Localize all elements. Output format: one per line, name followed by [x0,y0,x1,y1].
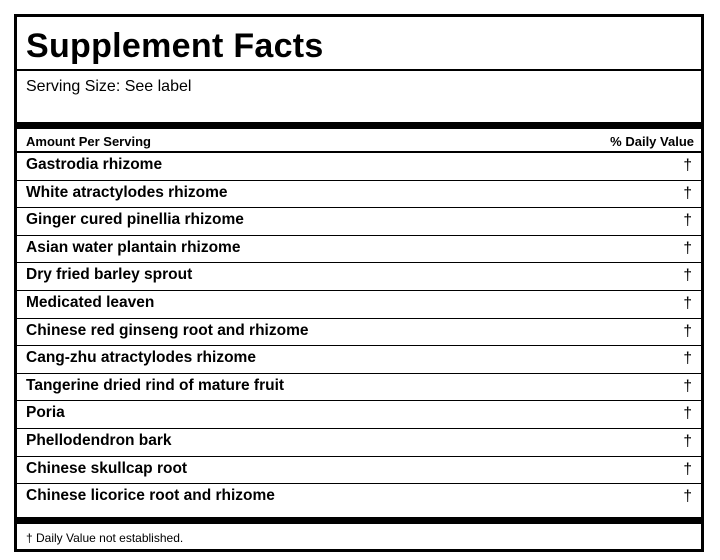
daily-value-header: % Daily Value [610,134,694,149]
supplement-facts-panel [14,14,704,552]
ingredient-list [17,153,701,512]
ingredient-daily-value: † [683,488,692,506]
ingredient-row [17,181,701,209]
ingredient-name: Ginger cured pinellia rhizome [26,211,244,229]
ingredient-name: Asian water plantain rhizome [26,238,241,256]
ingredient-row [17,346,701,374]
ingredient-daily-value: † [683,212,692,230]
ingredient-name: Dry fried barley sprout [26,266,193,284]
ingredient-row [17,401,701,429]
ingredient-name: Phellodendron bark [26,431,172,449]
ingredient-daily-value: † [683,157,692,174]
serving-size: Serving Size: See label [26,78,192,95]
ingredient-name: Chinese licorice root and rhizome [26,487,275,505]
footnote: † Daily Value not established. [26,531,184,545]
ingredient-daily-value: † [683,184,692,202]
ingredient-daily-value: † [683,432,692,450]
ingredient-name: Poria [26,404,65,422]
ingredient-daily-value: † [683,350,692,368]
ingredient-name: Chinese red ginseng root and rhizome [26,321,309,339]
ingredient-name: Cang-zhu atractylodes rhizome [26,349,256,367]
amount-per-serving-header: Amount Per Serving [26,134,151,149]
label-title: Supplement Facts [26,27,324,65]
ingredient-row [17,236,701,264]
ingredient-row [17,263,701,291]
ingredient-row [17,457,701,485]
ingredient-daily-value: † [683,239,692,257]
ingredient-daily-value: † [683,405,692,423]
ingredient-row [17,319,701,347]
ingredient-daily-value: † [683,460,692,478]
thick-divider-top [17,122,701,129]
ingredient-daily-value: † [683,294,692,312]
ingredient-daily-value: † [683,377,692,395]
ingredient-row [17,484,701,512]
ingredient-row [17,208,701,236]
ingredient-name: Gastrodia rhizome [26,156,163,173]
ingredient-row [17,153,701,181]
title-divider [17,69,701,71]
thick-divider-bottom [17,517,701,524]
ingredient-name: Medicated leaven [26,293,155,311]
ingredient-row [17,429,701,457]
ingredient-name: Tangerine dried rind of mature fruit [26,376,285,394]
ingredient-name: White atractylodes rhizome [26,183,228,201]
column-header-row [17,129,701,153]
ingredient-row [17,374,701,402]
ingredient-daily-value: † [683,267,692,285]
ingredient-row [17,291,701,319]
ingredient-daily-value: † [683,322,692,340]
ingredient-name: Chinese skullcap root [26,459,188,477]
